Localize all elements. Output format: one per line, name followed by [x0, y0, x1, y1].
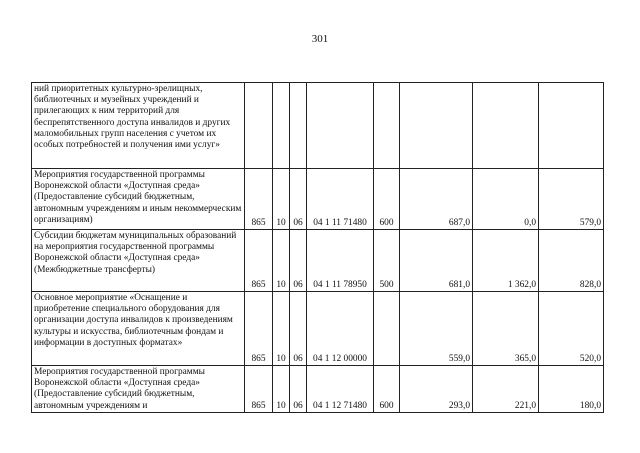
sum-year3-cell: 579,0 — [539, 169, 604, 230]
row-description: Субсидии бюджетам муниципальных образований на мероприятия государственной программы Воронежской области «Доступная среда» (Межбюджетные трансферты) — [32, 230, 245, 292]
row-description: ний приоритетных культурно-зрелищных, библиотечных и музейных учреждений и прилегающих к ним территорий для беспрепятственного доступа инвалидов и других маломобильных групп населения с учетом их особых потребностей и получения ими услуг» — [32, 83, 245, 169]
subsection-code-cell: 06 — [290, 169, 307, 230]
table-row — [32, 366, 604, 413]
sum-year3-cell: 828,0 — [539, 230, 604, 292]
sum-year2-cell: 365,0 — [473, 292, 539, 366]
sum-year1-cell: 559,0 — [400, 292, 473, 366]
sum-year3-cell — [539, 83, 604, 169]
section-code-cell: 10 — [273, 230, 290, 292]
table-row — [32, 169, 604, 230]
sum-year1-cell — [400, 83, 473, 169]
row-description: Мероприятия государственной программы Воронежской области «Доступная среда» (Предоставление субсидий бюджетным, автономным учреждениям и иным некоммерческим организациям) — [32, 169, 245, 230]
table-row — [32, 292, 604, 366]
article-code-cell: 04 1 11 71480 — [307, 169, 374, 230]
expense-type-cell: 600 — [374, 366, 400, 413]
expense-type-cell: 500 — [374, 230, 400, 292]
ministry-code-cell: 865 — [245, 169, 273, 230]
sum-year3-cell: 180,0 — [539, 366, 604, 413]
row-description: Основное мероприятие «Оснащение и приобретение специального оборудования для организации доступа инвалидов к произведениям культуры и искусства, библиотечным фондам и информации в доступных форматах» — [32, 292, 245, 366]
article-code-cell: 04 1 12 00000 — [307, 292, 374, 366]
sum-year1-cell: 687,0 — [400, 169, 473, 230]
ministry-code-cell: 865 — [245, 292, 273, 366]
budget-table — [31, 82, 604, 413]
sum-year1-cell: 293,0 — [400, 366, 473, 413]
sum-year2-cell: 1 362,0 — [473, 230, 539, 292]
subsection-code-cell: 06 — [290, 366, 307, 413]
section-code-cell — [273, 83, 290, 169]
subsection-code-cell — [290, 83, 307, 169]
subsection-code-cell: 06 — [290, 292, 307, 366]
row-description: Мероприятия государственной программы Воронежской области «Доступная среда» (Предоставление субсидий бюджетным, автономным учреждениям и — [32, 366, 245, 413]
article-code-cell: 04 1 12 71480 — [307, 366, 374, 413]
article-code-cell: 04 1 11 78950 — [307, 230, 374, 292]
section-code-cell: 10 — [273, 292, 290, 366]
subsection-code-cell: 06 — [290, 230, 307, 292]
sum-year2-cell — [473, 83, 539, 169]
ministry-code-cell — [245, 83, 273, 169]
sum-year1-cell: 681,0 — [400, 230, 473, 292]
expense-type-cell — [374, 292, 400, 366]
sum-year3-cell: 520,0 — [539, 292, 604, 366]
ministry-code-cell: 865 — [245, 230, 273, 292]
page-number: 301 — [311, 33, 329, 45]
ministry-code-cell: 865 — [245, 366, 273, 413]
expense-type-cell — [374, 83, 400, 169]
sum-year2-cell: 0,0 — [473, 169, 539, 230]
expense-type-cell: 600 — [374, 169, 400, 230]
section-code-cell: 10 — [273, 366, 290, 413]
sum-year2-cell: 221,0 — [473, 366, 539, 413]
table-row — [32, 230, 604, 292]
section-code-cell: 10 — [273, 169, 290, 230]
table-row — [32, 83, 604, 169]
article-code-cell — [307, 83, 374, 169]
